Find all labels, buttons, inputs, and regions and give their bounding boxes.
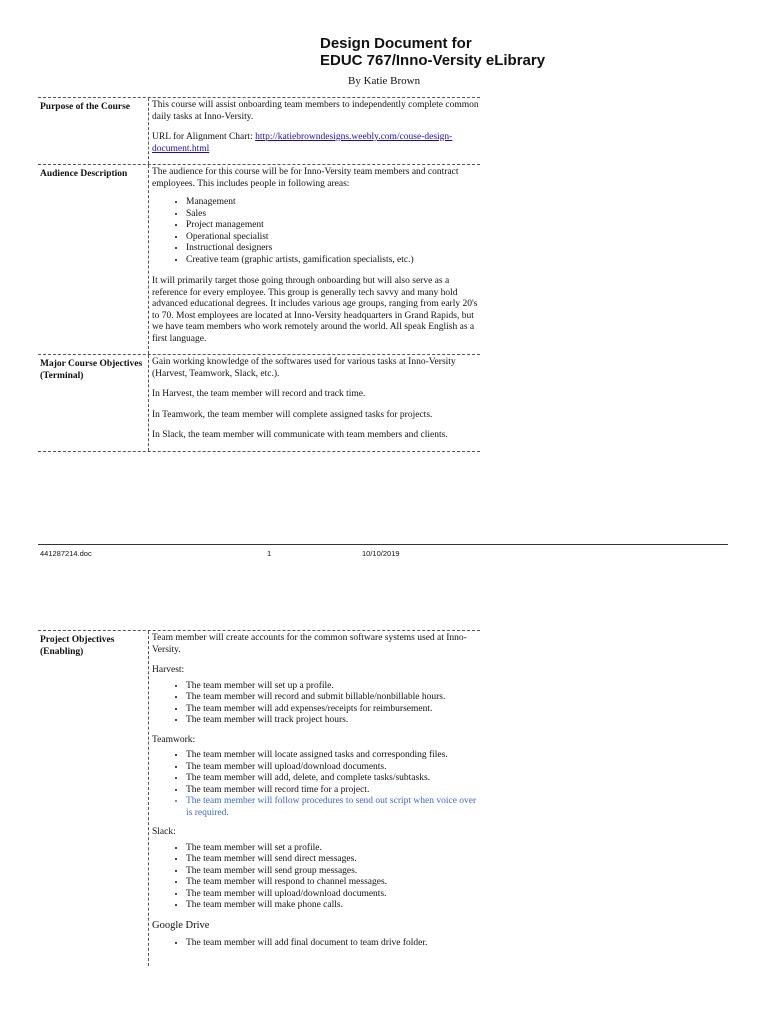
list-item: • Instructional designers — [186, 243, 480, 255]
audience-areas-list — [152, 197, 480, 266]
list-item: • Operational specialist — [186, 232, 480, 244]
harvest-list — [152, 681, 480, 727]
list-item: • Creative team (graphic artists, gamification specialists, etc.) — [186, 255, 480, 267]
list-item: • Sales — [186, 209, 480, 221]
project-objectives-label: Project Objectives (Enabling) — [38, 631, 149, 966]
audience-content — [149, 165, 480, 354]
list-item: • The team member will add expenses/receipts for reimbursement. — [186, 704, 480, 716]
project-objectives-row — [38, 630, 480, 966]
audience-row — [38, 164, 480, 354]
list-item: • The team member will upload/download documents. — [186, 762, 480, 774]
objective-paragraph: In Slack, the team member will communicate with team members and clients. — [152, 430, 448, 440]
list-item: • The team member will record time for a project. — [186, 785, 480, 797]
list-item: • The team member will send group messages. — [186, 866, 480, 878]
footer-divider — [38, 544, 728, 545]
objective-paragraph: In Teamwork, the team member will complete assigned tasks for projects. — [152, 409, 433, 420]
project-objectives-intro: Team member will create accounts for the common software systems used at Inno-Versity. — [152, 633, 467, 655]
objectives-label: Major Course Objectives (Terminal) — [38, 355, 149, 451]
list-item: • The team member will set a profile. — [186, 843, 480, 855]
google-drive-heading: Google Drive — [152, 919, 210, 931]
footer-filename: 441287214.doc — [40, 549, 92, 558]
list-item: • Project management — [186, 220, 480, 232]
alignment-chart-link[interactable]: http://katiebrowndesigns.weebly.com/couse-design-document.html — [152, 132, 453, 154]
google-drive-list — [152, 938, 480, 950]
footer-date: 10/10/2019 — [362, 549, 400, 558]
byline: By Katie Brown — [348, 75, 421, 87]
title-line-2: EDUC 767/Inno-Versity eLibrary — [320, 52, 546, 69]
list-item: • The team member will track project hours. — [186, 715, 480, 727]
list-item: • The team member will make phone calls. — [186, 900, 480, 912]
teamwork-list — [152, 750, 480, 819]
objectives-row — [38, 354, 480, 452]
highlighted-list-item: • The team member will follow procedures to send out script when voice over is required. — [186, 796, 480, 819]
purpose-content — [149, 98, 480, 164]
list-item: • The team member will upload/download documents. — [186, 889, 480, 901]
url-prefix: URL for Alignment Chart: — [152, 132, 256, 142]
audience-details: It will primarily target those going through onboarding but will also serve as a reference for every employee. This group is generally tech savvy and many hold advanced educational degrees. It includes various age groups, ranging from early 20's to 70. Most employees are located at Inno-Versity headquarters in Grand Rapids, but we have team members who work remotely around the world. All speak English as a first language. — [152, 276, 478, 344]
slack-heading: Slack: — [152, 827, 176, 837]
objectives-content — [149, 355, 480, 451]
design-table-page-2 — [38, 630, 480, 966]
harvest-heading: Harvest: — [152, 665, 185, 675]
list-item: • The team member will respond to channel messages. — [186, 877, 480, 889]
alignment-url-line — [152, 132, 480, 155]
list-item: • The team member will send direct messages. — [186, 854, 480, 866]
design-table-page-1 — [38, 97, 480, 452]
project-objectives-content — [149, 631, 480, 966]
slack-list — [152, 843, 480, 912]
document-title — [320, 35, 545, 69]
list-item: • The team member will add, delete, and complete tasks/subtasks. — [186, 773, 480, 785]
objective-paragraph: Gain working knowledge of the softwares used for various tasks at Inno-Versity (Harvest, Teamwork, Slack, etc.). — [152, 357, 456, 379]
list-item: • The team member will set up a profile. — [186, 681, 480, 693]
list-item: • The team member will add final document to team drive folder. — [186, 938, 480, 950]
list-item: • Management — [186, 197, 480, 209]
purpose-label: Purpose of the Course — [38, 98, 149, 164]
purpose-text: This course will assist onboarding team members to independently complete common daily tasks at Inno-Versity. — [152, 100, 479, 122]
audience-intro: The audience for this course will be for Inno-Versity team members and contract employees. This includes people in following areas: — [152, 167, 459, 189]
teamwork-heading: Teamwork: — [152, 734, 196, 745]
objective-paragraph: In Harvest, the team member will record and track time. — [152, 389, 366, 399]
footer-page-number: 1 — [267, 549, 272, 558]
purpose-row — [38, 97, 480, 164]
list-item: • The team member will record and submit billable/nonbillable hours. — [186, 692, 480, 704]
list-item: • The team member will locate assigned tasks and corresponding files. — [186, 750, 480, 762]
audience-label: Audience Description — [38, 165, 149, 354]
title-line-1: Design Document for — [320, 35, 472, 52]
